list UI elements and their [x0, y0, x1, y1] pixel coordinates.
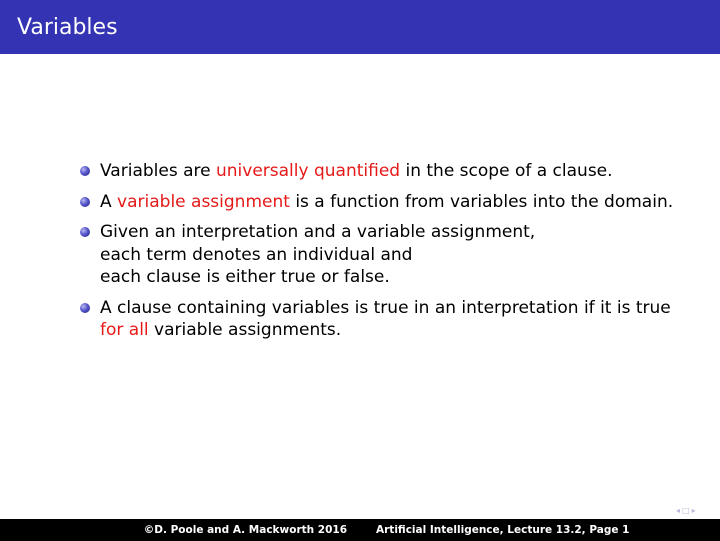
bullet-text: Variables are — [100, 161, 216, 181]
next-arrow-icon[interactable]: ▸ — [691, 506, 698, 515]
bullet-icon — [80, 166, 90, 176]
bullet-text: A clause containing variables is true in an interpretation if it is true — [100, 297, 671, 318]
slide-title: Variables — [17, 15, 118, 40]
bullet-item — [80, 297, 680, 342]
bullet-icon — [80, 227, 90, 237]
title-bar — [0, 0, 720, 54]
bullet-item — [80, 191, 680, 214]
frame-icon[interactable]: □ — [682, 506, 692, 515]
bullet-icon — [80, 303, 90, 313]
bullet-item — [80, 160, 680, 183]
footer — [0, 519, 720, 541]
bullet-item — [80, 221, 680, 289]
bullet-text: variable assignments. — [148, 320, 342, 340]
bullet-line: Given an interpretation and a variable assignment, — [100, 222, 536, 242]
bullet-text: in the scope of a clause. — [400, 161, 613, 181]
nav-controls — [676, 506, 716, 516]
prev-arrow-icon[interactable]: ◂ — [676, 506, 683, 515]
footer-lecture-info: Artificial Intelligence, Lecture 13.2, Page 1 — [360, 519, 720, 541]
bullet-line: each clause is either true or false. — [100, 267, 390, 287]
highlighted-term: universally quantified — [216, 161, 401, 181]
highlighted-term: for all — [100, 320, 149, 340]
footer-copyright: ©D. Poole and A. Mackworth 2016 — [0, 519, 360, 541]
bullet-icon — [80, 197, 90, 207]
bullet-list — [80, 160, 680, 350]
highlighted-term: variable assignment — [117, 191, 290, 212]
bullet-text: is a function from variables into the domain. — [289, 191, 674, 212]
bullet-line: each term denotes an individual and — [100, 244, 413, 265]
bullet-text: A — [100, 191, 118, 212]
